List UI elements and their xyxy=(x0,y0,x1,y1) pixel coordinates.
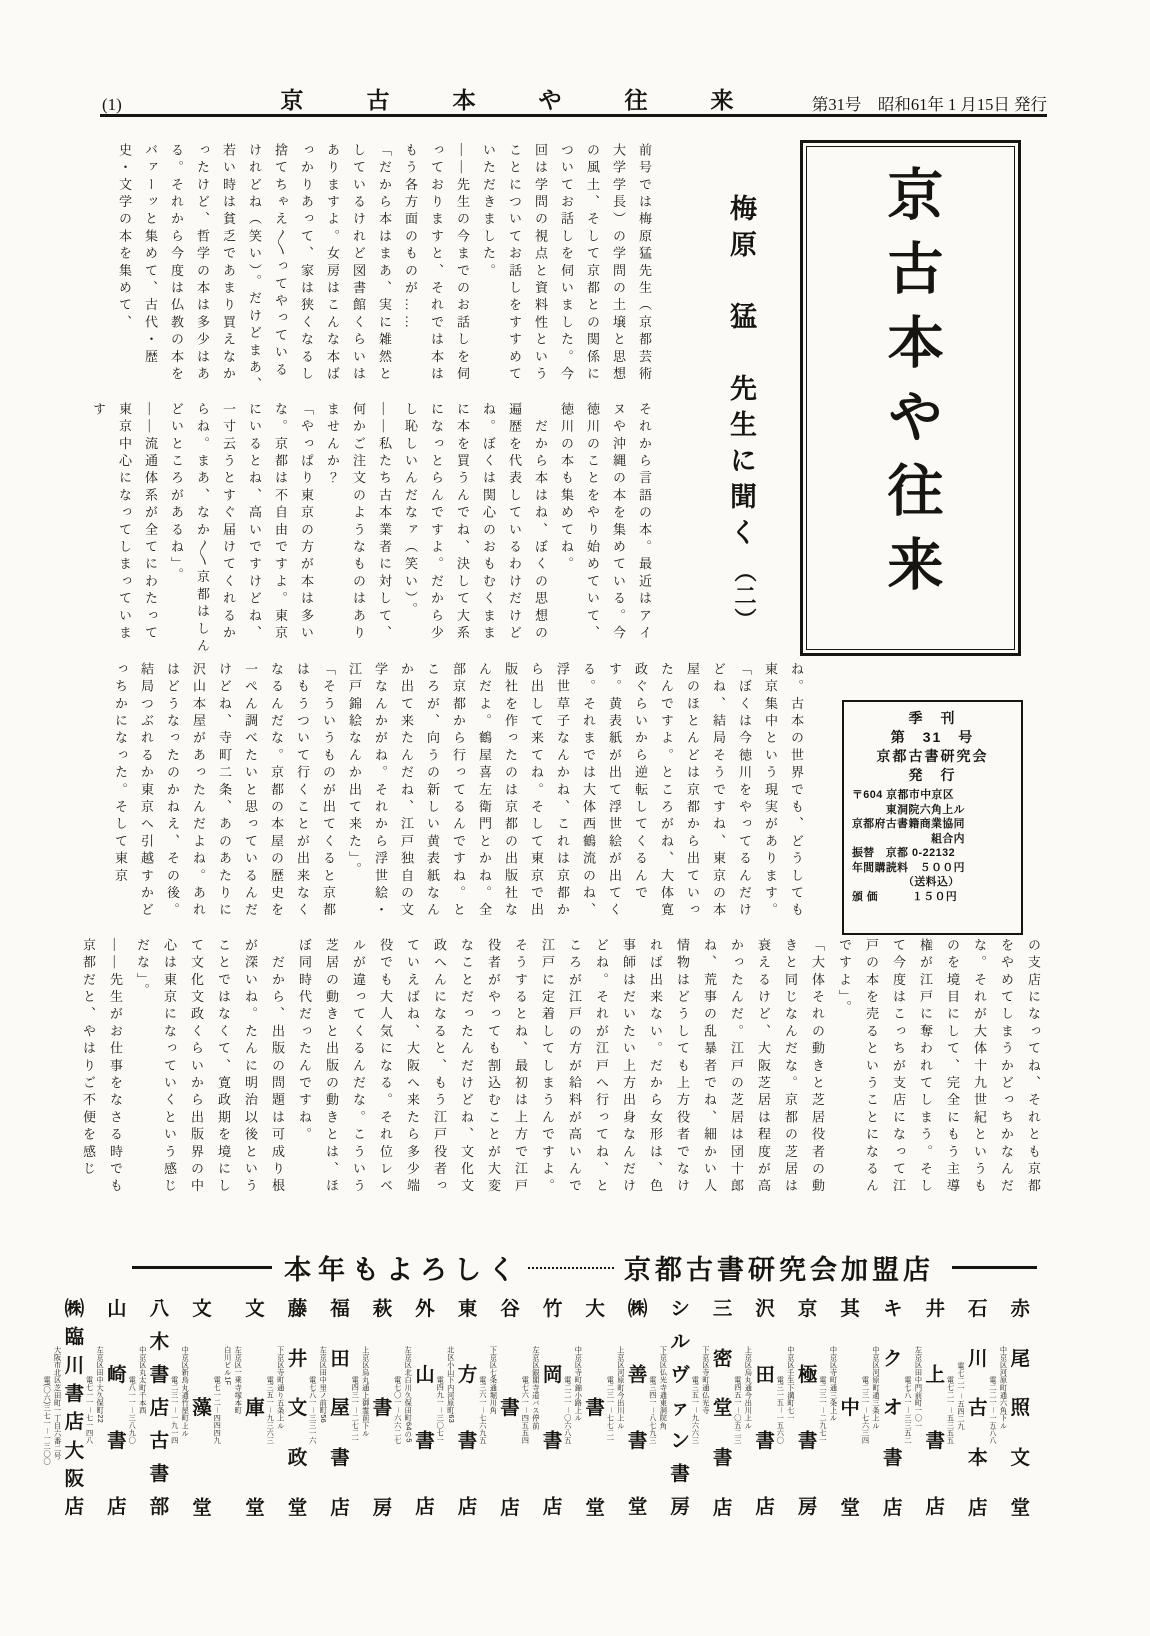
store-name-char: 善 xyxy=(627,1364,648,1387)
store-details xyxy=(42,1346,63,1558)
store-name-char: 文 xyxy=(1010,1446,1030,1469)
store-phone: 電二三一－二九七一 xyxy=(818,1376,828,1445)
store-address: 中京区丸太町千本西 xyxy=(138,1346,148,1415)
store-name xyxy=(150,1300,170,1518)
store-name-char: 文 xyxy=(192,1298,212,1320)
issue-date: 第31号 昭和61年 1 月15日 発行 xyxy=(811,95,1047,114)
info-line: 振替 京都 0-22132 xyxy=(852,847,956,859)
store-name-char: 店 xyxy=(542,1496,563,1519)
store-name-char: 文 xyxy=(245,1298,265,1320)
store-name xyxy=(415,1300,435,1518)
article-paragraph: ――流通体系が全てにわたって東京中心になってしまっています xyxy=(91,402,158,643)
store-entry xyxy=(477,1300,520,1570)
store-name-char: ク xyxy=(882,1347,903,1370)
store-phone: 電三四一－八七九三 xyxy=(648,1376,658,1445)
info-line: （送料込） xyxy=(852,876,960,888)
new-year-greeting: 本年もよろしく xyxy=(284,1255,522,1285)
store-phone: 電(〇六)三七一－一三〇〇 xyxy=(43,1376,53,1466)
store-name-char: 書 xyxy=(542,1430,563,1453)
store-name-char: 書 xyxy=(149,1463,170,1486)
store-name-char: 房 xyxy=(670,1496,690,1519)
store-name xyxy=(713,1300,733,1518)
store-entry xyxy=(945,1300,988,1570)
store-address: 中京区河原町通六角下ル xyxy=(999,1346,1009,1430)
store-name-char: 店 xyxy=(457,1496,478,1519)
store-name-char: 房 xyxy=(372,1496,393,1519)
store-name-char: ヴ xyxy=(670,1364,690,1387)
article-paragraph: 「ぼくは今徳川をやってるんだけどね、結局そうですね、東京の本屋のほとんどは京都から出ていったんですよ。ところがね、大体寛政ぐらいから逆転してくるんです。黄表紙が出て浮世絵が出てくる。それまでは大体西鶴流のね、浮世草子なんかね、これは京都から出して来てね。そして東京で出版社を作ったのは京都の出版社なんだよ。鶴屋喜左衛門とかね。全部京都から行ってるんですね。ところが、向うの新しい黄表紙なんか出て来たんだね、江戸独自の文学なんかがね。それから浮世絵・江戸錦絵なんか出て来た」。 xyxy=(347,662,752,920)
store-name-char: 三 xyxy=(712,1298,733,1320)
store-name-char: 山 xyxy=(415,1364,435,1387)
store-name-char: 書 xyxy=(457,1430,478,1453)
article-paragraph: ――先生がお仕事をなさる時でも京都だと、やはりご不便を感じ xyxy=(81,938,123,1196)
store-entry xyxy=(902,1300,945,1570)
store-name-char: 臨 xyxy=(64,1326,85,1349)
store-name-char: 書 xyxy=(330,1446,350,1469)
store-phone: 電二三一－七六三四 xyxy=(861,1376,871,1445)
publication-info-box xyxy=(842,700,1023,935)
store-name-char: 書 xyxy=(149,1364,170,1387)
store-name xyxy=(192,1300,212,1518)
store-entry xyxy=(307,1300,350,1570)
store-address: 北区小山下内河原町63 xyxy=(446,1346,456,1424)
store-name-char: オ xyxy=(882,1397,903,1420)
store-name-char: 藤 xyxy=(287,1298,308,1320)
article-title: 梅原 猛 先生に聞く xyxy=(726,194,756,554)
store-name-char: 書 xyxy=(500,1397,520,1420)
store-name-char: 京 xyxy=(797,1298,818,1320)
article-paragraph: ――私たち古本業者に対して、何かご注文のようなものはありませんか？ xyxy=(325,402,392,643)
store-name xyxy=(670,1300,690,1518)
store-name-char: 部 xyxy=(149,1496,170,1519)
store-name-char: 東 xyxy=(457,1298,478,1320)
store-entry xyxy=(562,1300,605,1570)
store-name-char: 書 xyxy=(372,1397,393,1420)
store-name-char: 山 xyxy=(107,1298,127,1320)
store-name-char: 堂 xyxy=(712,1397,733,1420)
store-name-char: 書 xyxy=(755,1430,775,1453)
store-name xyxy=(330,1300,350,1518)
store-name-char: 書 xyxy=(670,1463,690,1486)
store-name xyxy=(1010,1300,1030,1518)
store-name-char: 岡 xyxy=(542,1364,563,1387)
info-line: 〒604 京都市中京区 xyxy=(852,789,955,801)
store-name-char: 政 xyxy=(287,1446,308,1469)
store-details xyxy=(169,1346,190,1558)
store-entry xyxy=(212,1300,265,1570)
store-name-char: 堂 xyxy=(585,1496,605,1519)
store-details xyxy=(562,1346,583,1558)
store-address: 白川ビル1F xyxy=(223,1346,233,1386)
article-paragraph: 「やっぱり東京の方が本は多いな。京都は不自由ですよ。東京にいるとね、高いですけどね、一寸云うとすぐ届けてくれるからね。まあ、なか〱京都はしんどいところがあるね」。 xyxy=(169,402,314,656)
store-name-char: 書 xyxy=(925,1430,945,1453)
publication-heading xyxy=(852,709,1013,785)
store-address: 下京区寺町通り五条上ル xyxy=(276,1346,286,1430)
store-details xyxy=(127,1346,148,1558)
store-entry xyxy=(987,1300,1030,1570)
store-name xyxy=(798,1300,818,1518)
masthead-box xyxy=(800,140,1021,656)
article-paragraph: だから本はね、ぼくの思想の遍歴を代表しているわけだけどね。ぼくは関心のおもむくままに本を買うんでね、決して大系になっとらんですよ。だから少し恥しいんだなァ（笑い）。 xyxy=(403,402,548,643)
store-name-char: 井 xyxy=(925,1298,945,1320)
store-details xyxy=(477,1346,498,1558)
page-number: (1) xyxy=(102,95,122,114)
store-address: 上京区河原町今出川上ル xyxy=(616,1346,626,1430)
store-name-char: 店 xyxy=(882,1496,903,1519)
store-entry xyxy=(127,1300,170,1570)
store-name-char: 中 xyxy=(840,1397,860,1420)
store-name-char: 店 xyxy=(107,1496,127,1519)
store-name-char: 店 xyxy=(925,1496,945,1519)
store-address: 上京区烏丸通今出川上ル xyxy=(744,1346,754,1430)
store-name-char: 書 xyxy=(64,1383,85,1406)
store-name xyxy=(65,1300,85,1518)
store-phone: 電三五一－九三六三 xyxy=(266,1376,276,1445)
store-name-char: 方 xyxy=(457,1364,478,1387)
store-name-char: 書 xyxy=(797,1430,818,1453)
store-phone: 電二二一－〇六八五 xyxy=(563,1376,573,1445)
store-name-char: 田 xyxy=(330,1347,350,1370)
dotted-leader xyxy=(528,1267,614,1269)
store-name-char: 書 xyxy=(107,1430,127,1453)
store-phone: 電三一五－一五六〇 xyxy=(776,1376,786,1445)
article-paragraph: 「だから本はまあ、実に雑然としているけれど図書館くらいはありますよ。女房はこんな本ばっかりあって、家は狭くなるし捨てちゃえ〱ってやっているけれどね（笑い）。だけどまあ、若い時は貧乏であまり買えなかったけど、哲学の本は多少はある。それから今度は仏教の本をバァーッと集めて、古代・歴史・文学の本を集めて、 xyxy=(117,143,392,395)
store-phone: 電七〇一－六六二七 xyxy=(393,1376,403,1445)
store-details xyxy=(902,1346,923,1558)
store-name-char: 大 xyxy=(64,1439,85,1462)
store-address: 左京区田中大久保町22 xyxy=(96,1346,106,1424)
article-paragraph: 「大体それの動きと芝居役者の動きと同じなんだな。京都の芝居は衰えるけど、大阪芝居は程度が高かったんだ。江戸の芝居は団十郎ね、荒事の乱暴者でね、細かい人情物はどうしても上方役者でなければ出来ない。だから女形は、色事師はだいたい上方出身なんだけどね。それが江戸へ行ってね、ところが江戸の方が給料が高いんで江戸に定着してしまうんですよ。そうするとね、最初は上方で江戸役者がやっても割込むことが大変なことだったんだけどね、文化文政へんになると、もう江戸役者っていえばね、大阪へ来たら多少端役でも大人気になる。それ位レベルが違ってくるんだな。こういう芝居の動きと出版の動きとは、ほぼ同時代だったんですね。 xyxy=(297,938,825,1196)
store-name-char: 大 xyxy=(585,1298,605,1320)
store-name-char: 書 xyxy=(627,1430,648,1453)
store-name-char: 屋 xyxy=(330,1397,350,1420)
info-line: 発 行 xyxy=(908,767,957,783)
store-entry xyxy=(690,1300,733,1570)
info-line: 年間購読料 ５００円 xyxy=(852,861,965,874)
store-name-char: 藻 xyxy=(192,1397,212,1420)
store-details xyxy=(860,1346,881,1558)
store-phone: 電三五一－九六六三 xyxy=(691,1376,701,1445)
store-name-char: 店 xyxy=(64,1411,85,1434)
store-name-char: シ xyxy=(670,1298,690,1320)
store-details xyxy=(435,1346,456,1558)
store-name-char: 其 xyxy=(840,1298,860,1320)
store-details xyxy=(265,1346,286,1558)
article-paragraph: 「そういうものが出てくると京都はもうついて行くことが出来なくなるんだな。京都の本屋の歴史を一ぺん調べたいと思っているんだけどね、寺町二条、あのあたりに沢山本屋があったんだよね。あれはどうなったのかねえ、その後。結局つぶれるか東京へ引越すかどっちかになった。そして東京 xyxy=(113,662,336,920)
store-details xyxy=(350,1346,371,1558)
store-address: 左京区田中里ノ前町56 xyxy=(319,1346,329,1424)
info-line: 東洞院六角上ル xyxy=(852,803,965,816)
store-entry xyxy=(775,1300,818,1570)
store-name-char: 店 xyxy=(500,1496,520,1519)
store-phone: 電七六一－四五五四 xyxy=(521,1376,531,1445)
right-dash-rule xyxy=(952,1266,1037,1269)
store-name-char: 崎 xyxy=(107,1364,127,1387)
left-dash-rule xyxy=(132,1266,272,1269)
store-phone: 電七二一－五三五五 xyxy=(946,1376,956,1445)
store-details xyxy=(307,1346,328,1558)
store-name xyxy=(628,1300,648,1518)
store-name-char: 井 xyxy=(287,1347,308,1370)
article-paragraph: の支店になってね、それとも京都をやめてしまうかどっちかなんだな。それが大体十九世紀というものを境目にして、完全にもう主導権が江戸に奪われてしまう。そして今度はこっちが支店になって江戸の本を売るということになるんですよ」。 xyxy=(837,938,1041,1196)
store-name xyxy=(458,1300,478,1518)
store-name-char: 店 xyxy=(64,1496,85,1519)
store-details xyxy=(212,1346,244,1558)
info-line: 季 刊 xyxy=(908,710,957,726)
store-address: 左京区田中門前町一〇一 xyxy=(914,1346,924,1430)
article-band-2 xyxy=(91,402,657,656)
masthead-inner-border xyxy=(806,146,1015,650)
store-address: 下京区仏光寺通東洞院角 xyxy=(659,1346,669,1430)
store-name-char: 店 xyxy=(967,1496,988,1519)
store-address: 下京区寺町通仏光寺 xyxy=(701,1346,711,1415)
store-name-char: 房 xyxy=(797,1496,818,1519)
article-paragraph: 前号では梅原猛先生（京都芸術大学学長）の学問の土壌と思想の風土、そして京都との関係についてお話しを伺いました。今回は学問の視点と資料性ということについてお話しをすすめていただきました。 xyxy=(481,143,652,384)
store-entry xyxy=(860,1300,903,1570)
store-phone: 電七二一－五四二九 xyxy=(956,1362,966,1431)
store-entry xyxy=(84,1300,127,1570)
store-name-char: 書 xyxy=(415,1430,435,1453)
store-phone: 電四九一－三〇七一 xyxy=(436,1376,446,1445)
page-header xyxy=(102,82,1047,115)
store-address: 中京区寺町通三条上ル xyxy=(829,1346,839,1422)
store-name-char: 書 xyxy=(712,1446,733,1469)
info-line: 組合内 xyxy=(852,832,965,845)
store-details xyxy=(84,1346,105,1558)
store-name-char: 萩 xyxy=(372,1298,393,1320)
store-name-char: 堂 xyxy=(192,1496,212,1519)
directory-header xyxy=(132,1248,1037,1287)
store-name-char: 古 xyxy=(967,1397,988,1420)
store-details xyxy=(817,1346,838,1558)
store-name-char: 書 xyxy=(882,1446,903,1469)
store-phone: 電二三一－一九一四 xyxy=(170,1376,180,1445)
store-name xyxy=(840,1300,860,1518)
store-details xyxy=(647,1346,668,1558)
store-details xyxy=(392,1346,413,1558)
article-paragraph: ね。古本の世界でも、どうしても東京集中という現実があります。 xyxy=(763,662,804,920)
store-entry xyxy=(392,1300,435,1570)
store-phone: 電四三一－二七二一 xyxy=(351,1376,361,1445)
store-phone: 電七一一－七一四八 xyxy=(85,1376,95,1445)
article-part-number: （二） xyxy=(732,560,757,632)
store-name-char: 木 xyxy=(149,1331,170,1354)
article-band-3 xyxy=(103,662,809,930)
store-name-char: 赤 xyxy=(1010,1298,1030,1320)
store-phone: 電七八一－三三一六 xyxy=(308,1376,318,1445)
store-name xyxy=(288,1300,308,1518)
store-name-char: キ xyxy=(882,1298,903,1320)
store-details xyxy=(520,1346,541,1558)
store-name-char: 文 xyxy=(287,1397,308,1420)
store-entry xyxy=(42,1300,85,1570)
info-line: 頒 価 １５０円 xyxy=(852,890,958,903)
store-name-char: 沢 xyxy=(755,1298,775,1320)
store-name-char: ㈱ xyxy=(627,1298,648,1320)
store-address: 左京区銀閣寺道バス停前 xyxy=(531,1346,541,1430)
store-phone: 電二二一－一五八八 xyxy=(988,1376,998,1445)
info-line: 京都古書研究会 xyxy=(876,748,989,764)
store-name-char: 福 xyxy=(330,1298,350,1320)
store-name-char: 堂 xyxy=(287,1496,308,1519)
store-name-char: 外 xyxy=(415,1298,435,1320)
store-name-char: 密 xyxy=(712,1347,733,1370)
store-name xyxy=(968,1300,988,1518)
store-name xyxy=(883,1300,903,1518)
store-address: 大阪市北区芝田町一丁目六番二号 xyxy=(53,1346,63,1460)
store-name-char: 書 xyxy=(585,1397,605,1420)
store-phone: 電二三一－七七二一 xyxy=(606,1376,616,1445)
store-entry xyxy=(435,1300,478,1570)
store-name-char: 店 xyxy=(330,1496,350,1519)
store-name-char: 石 xyxy=(967,1298,988,1320)
store-name xyxy=(925,1300,945,1518)
store-name-char: 古 xyxy=(149,1430,170,1453)
store-entry xyxy=(350,1300,393,1570)
store-name-char: 店 xyxy=(149,1397,170,1420)
store-name-char: 店 xyxy=(755,1496,775,1519)
article-paragraph: それから言語の本。最近はアイヌや沖縄の本を集めている。今徳川のことをやり始めていて、徳川の本も集めてね。 xyxy=(559,402,652,643)
header-rule xyxy=(100,114,1047,117)
store-name-char: ン xyxy=(670,1430,690,1453)
store-name xyxy=(107,1300,127,1518)
store-name-char: 本 xyxy=(967,1446,988,1469)
store-name-char: 店 xyxy=(415,1496,435,1519)
store-name-char: 店 xyxy=(712,1496,733,1519)
store-name xyxy=(245,1300,265,1518)
store-address: 上京区烏丸通上御霊前下ル xyxy=(361,1346,371,1438)
store-address: 左京区北白川久保田町64の5 xyxy=(404,1346,414,1443)
store-name-char: 阪 xyxy=(64,1468,85,1491)
store-entry xyxy=(265,1300,308,1570)
store-details xyxy=(775,1346,796,1558)
store-name-char: 堂 xyxy=(627,1496,648,1519)
store-name-char: 谷 xyxy=(500,1298,520,1320)
store-name xyxy=(543,1300,563,1518)
store-name-char: 竹 xyxy=(542,1298,563,1320)
store-name-char: 堂 xyxy=(840,1496,860,1519)
store-address: 中京区寺町錦小路上ル xyxy=(574,1346,584,1422)
store-name-char: 田 xyxy=(755,1364,775,1387)
store-phone: 電四五一－〇五二三 xyxy=(733,1376,743,1445)
store-entry xyxy=(169,1300,212,1570)
store-phone: 電七一二－四四四九 xyxy=(213,1376,223,1445)
store-name-char: ㈱ xyxy=(64,1298,85,1320)
store-name xyxy=(373,1300,393,1518)
store-phone: 電八一一－三八九〇 xyxy=(128,1376,138,1445)
store-entry xyxy=(817,1300,860,1570)
store-name-char: 上 xyxy=(925,1364,945,1387)
store-name-char: 八 xyxy=(149,1298,170,1320)
store-name-char: 堂 xyxy=(1010,1496,1030,1519)
store-details xyxy=(732,1346,753,1558)
store-address: 中京区新烏丸通竹屋町上ル xyxy=(181,1346,191,1438)
newsletter-title: 京 古 本 や 往 来 xyxy=(280,88,754,113)
info-line: 第 31 号 xyxy=(890,729,975,745)
store-address: 中京区河原町通三条上ル xyxy=(871,1346,881,1430)
store-address: 中京区壬生下溝町七一 xyxy=(786,1346,796,1422)
store-details xyxy=(945,1346,966,1558)
store-address: 左京区一乗寺塚本町 xyxy=(234,1346,244,1415)
store-name xyxy=(500,1300,520,1518)
info-line: 京都府古書籍商業協同 xyxy=(852,818,965,830)
store-details xyxy=(987,1346,1008,1558)
article-paragraph: ――先生の今までのお話しを伺っておりますと、それでは本はもう各方面のものが…… xyxy=(403,143,470,384)
store-name-char: 川 xyxy=(64,1354,85,1377)
store-details xyxy=(605,1346,626,1558)
store-name-char: 川 xyxy=(967,1347,988,1370)
store-name-char: 堂 xyxy=(245,1496,265,1519)
store-name xyxy=(585,1300,605,1518)
directory-title: 京都古書研究会加盟店 xyxy=(624,1255,934,1285)
store-name-char: 尾 xyxy=(1010,1347,1030,1370)
store-phone: 電七八一－三三五二 xyxy=(903,1376,913,1445)
store-entry xyxy=(732,1300,775,1570)
store-name-char: 庫 xyxy=(245,1397,265,1420)
masthead-calligraphy: 京古本や往来 xyxy=(879,165,942,609)
store-details xyxy=(690,1346,711,1558)
publication-details xyxy=(852,788,1013,904)
store-entry xyxy=(520,1300,563,1570)
article-band-4 xyxy=(81,938,1047,1206)
store-entry xyxy=(605,1300,648,1570)
store-name-char: 極 xyxy=(797,1364,818,1387)
article-paragraph: だから、出版の問題は可成り根が深いね。たんに明治以後ということではなくて、寛政期を境にして文化文政くらいから出版界の中心は東京になっていくという感じだな」。 xyxy=(135,938,285,1196)
store-name xyxy=(755,1300,775,1518)
store-name-char: 照 xyxy=(1010,1397,1030,1420)
store-name-char: ァ xyxy=(670,1397,690,1420)
store-phone: 電三六一－七六九五 xyxy=(478,1376,488,1445)
store-name-char: ル xyxy=(670,1331,690,1354)
article-band-1 xyxy=(103,143,657,396)
store-directory xyxy=(43,1298,1030,1570)
store-address: 下京区七条通堀川角 xyxy=(489,1346,499,1415)
store-entry xyxy=(647,1300,690,1570)
